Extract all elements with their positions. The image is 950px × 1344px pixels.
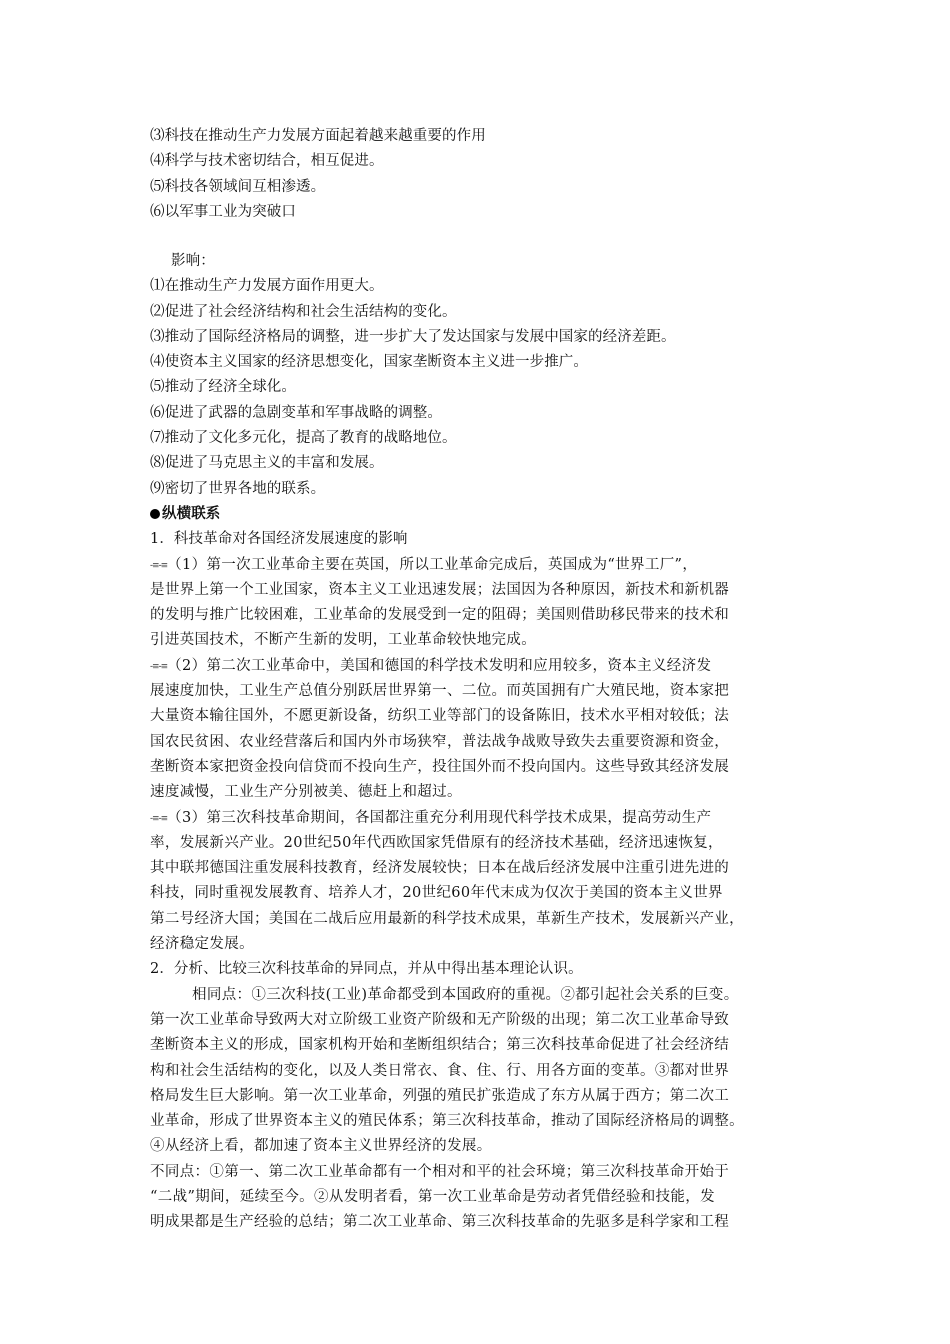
paragraph-line: 垄断资本家把资金投向信贷而不投向生产，投往国外而不投向国内。这些导致其经济发展 (150, 758, 730, 775)
paragraph-line: 大量资本输往国外，不愿更新设备，纺织工业等部门的设备陈旧，技术水平相对较低；法 (150, 708, 730, 725)
paragraph-line: 经济稳定发展。 (150, 936, 254, 953)
question-title: 1．科技革命对各国经济发展速度的影响 (150, 531, 408, 548)
paragraph-line: 率，发展新兴产业。20世纪50年代西欧国家凭借原有的经济技术基础，经济迅速恢复， (150, 834, 723, 851)
list-item: ⑸科技各领域间互相渗透。 (150, 178, 326, 195)
list-item: ⑹促进了武器的急剧变革和军事战略的调整。 (150, 404, 442, 421)
paragraph-line: 第一次工业革命导致两大对立阶级工业资产阶级和无产阶级的出现；第二次工业革命导致 (150, 1011, 730, 1028)
paragraph-line: 的发明与推广比较困难，工业革命的发展受到一定的阻碍；美国则借助移民带来的技术和 (150, 607, 730, 624)
list-item: ⑵促进了社会经济结构和社会生活结构的变化。 (150, 303, 457, 320)
list-item: ⑶科技在推动生产力发展方面起着越来越重要的作用 (150, 128, 486, 144)
influence-section (150, 249, 830, 502)
paragraph-line: 垄断资本主义的形成，国家机构开始和垄断组织结合；第三次科技革命促进了社会经济结 (150, 1037, 730, 1054)
bullet-icon (150, 509, 160, 519)
paragraph-line: 构和社会生活结构的变化，以及人类日常衣、食、住、行、用各方面的变革。③都对世界 (150, 1062, 730, 1079)
paragraph-line: ④从经济上看，都加速了资本主义世界经济的发展。 (150, 1138, 492, 1155)
list-item: ⑺推动了文化多元化，提高了教育的战略地位。 (150, 430, 457, 447)
list-item: ⑸推动了经济全球化。 (150, 379, 296, 396)
paragraph-line: 第二号经济大国；美国在二战后应用最新的科学技术成果，革新生产技术，发展新兴产业， (150, 910, 744, 927)
paragraph-line: 展速度加快，工业生产总值分别跃居世界第一、二位。而英国拥有广大殖民地，资本家把 (150, 683, 730, 700)
paragraph-line: 引进英国技术，不断产生新的发明，工业革命较快地完成。 (150, 632, 537, 649)
paragraph-line: 相同点：①三次科技(工业)革命都受到本国政府的重视。②都引起社会关系的巨变。 (192, 986, 739, 1003)
indent-mark: -≡-≡ (150, 813, 168, 824)
paragraph-line: 其中联邦德国注重发展科技教育，经济发展较快；日本在战后经济发展中注重引进先进的 (150, 860, 730, 877)
question-title: 2．分析、比较三次科技革命的异同点，并从中得出基本理论认识。 (150, 961, 583, 978)
paragraph-line: 业革命，形成了世界资本主义的殖民体系；第三次科技革命，推动了国际经济格局的调整。 (150, 1113, 744, 1130)
list-item: ⑴在推动生产力发展方面作用更大。 (150, 278, 384, 295)
paragraph-line: -≡-≡（2）第二次工业革命中，美国和德国的科学技术发明和应用较多，资本主义经济发 (150, 657, 712, 674)
indent-mark: -≡-≡ (150, 560, 168, 571)
section-title: 纵横联系 (162, 506, 221, 522)
paragraph-line: 科技，同时重视发展教育、培养人才，20世纪60年代末成为仅次于美国的资本主义世界 (150, 885, 723, 902)
section-heading (150, 502, 830, 527)
indent-mark: -≡-≡ (150, 661, 168, 672)
paragraph-line: 不同点：①第一、第二次工业革命都有一个相对和平的社会环境；第三次科技革命开始于 (150, 1163, 730, 1180)
paragraph-line: 国农民贫困、农业经营落后和国内外市场狭窄，普法战争战败导致失去重要资源和资金， (150, 733, 730, 750)
paragraph-line: 格局发生巨大影响。第一次工业革命，列强的殖民扩张造成了东方从属于西方；第二次工 (150, 1087, 730, 1104)
influence-title: 影响： (171, 253, 215, 269)
list-item: ⑻促进了马克思主义的丰富和发展。 (150, 455, 384, 472)
paragraph-line: 速度减慢，工业生产分别被美、德赶上和超过。 (150, 784, 462, 801)
paragraph-line: -≡-≡（1）第一次工业革命主要在英国，所以工业革命完成后，英国成为“世界工厂”， (150, 556, 698, 573)
connections-section (150, 502, 830, 1236)
paragraph-line: 明成果都是生产经验的总结；第二次工业革命、第三次科技革命的先驱多是科学家和工程 (150, 1214, 730, 1231)
list-item: ⑷科学与技术密切结合，相互促进。 (150, 153, 384, 170)
list-item: ⑶推动了国际经济格局的调整，进一步扩大了发达国家与发展中国家的经济差距。 (150, 328, 676, 345)
features-list (150, 124, 830, 225)
list-item: ⑼密切了世界各地的联系。 (150, 480, 326, 497)
list-item: ⑹以军事工业为突破口 (150, 203, 296, 220)
list-item: ⑷使资本主义国家的经济思想变化，国家垄断资本主义进一步推广。 (150, 354, 588, 371)
paragraph-line: -≡-≡（3）第三次科技革命期间，各国都注重充分利用现代科学技术成果，提高劳动生产 (150, 809, 712, 826)
paragraph-line: 是世界上第一个工业国家，资本主义工业迅速发展；法国因为各种原因，新技术和新机器 (150, 581, 730, 598)
paragraph-line: “二战”期间，延续至今。②从发明者看，第一次工业革命是劳动者凭借经验和技能，发 (150, 1189, 715, 1206)
